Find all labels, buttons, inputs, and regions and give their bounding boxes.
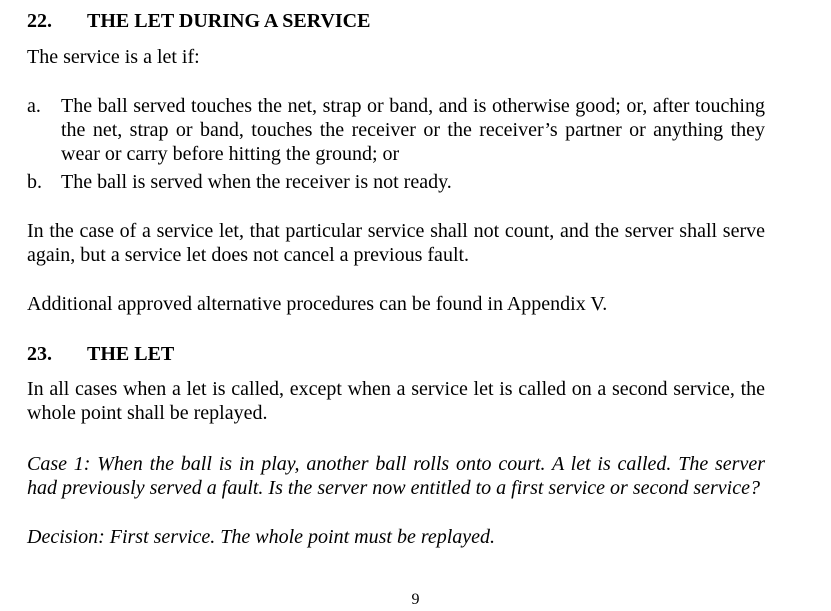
- list-marker-b: b.: [27, 171, 42, 193]
- decision-1-text: Decision: First service. The whole point must be replayed.: [27, 526, 496, 548]
- section-22-number: 22.: [27, 10, 52, 32]
- section-23-title: THE LET: [87, 343, 175, 365]
- section-23-number: 23.: [27, 343, 52, 365]
- section-22-heading: [27, 9, 370, 33]
- section-22-intro: The service is a let if:: [27, 46, 200, 68]
- section-22-paragraph-2: Additional approved alternative procedures can be found in Appendix V.: [27, 293, 608, 315]
- list-item-a: [27, 94, 765, 166]
- list-text-b: The ball is served when the receiver is not ready.: [61, 171, 452, 193]
- page-number: 9: [411, 591, 420, 608]
- list-item-b: [27, 170, 765, 194]
- section-22-title: THE LET DURING A SERVICE: [87, 10, 371, 32]
- list-text-a: The ball served touches the net, strap or band, and is otherwise good; or, after touching the net, strap or band, touches the receiver or the receiver’s partner or anything they wear or carry before hitting the ground; or: [61, 95, 765, 165]
- section-23-heading: [27, 342, 174, 366]
- section-22-paragraph-1: In the case of a service let, that particular service shall not count, and the server shall serve again, but a service let does not cancel a previous fault.: [27, 220, 765, 266]
- list-marker-a: a.: [27, 95, 41, 117]
- section-23-paragraph-1: In all cases when a let is called, except when a service let is called on a second service, the whole point shall be replayed.: [27, 378, 765, 424]
- case-1-text: Case 1: When the ball is in play, another ball rolls onto court. A let is called. The server had previously served a fault. Is the server now entitled to a first service or second service?: [27, 453, 765, 499]
